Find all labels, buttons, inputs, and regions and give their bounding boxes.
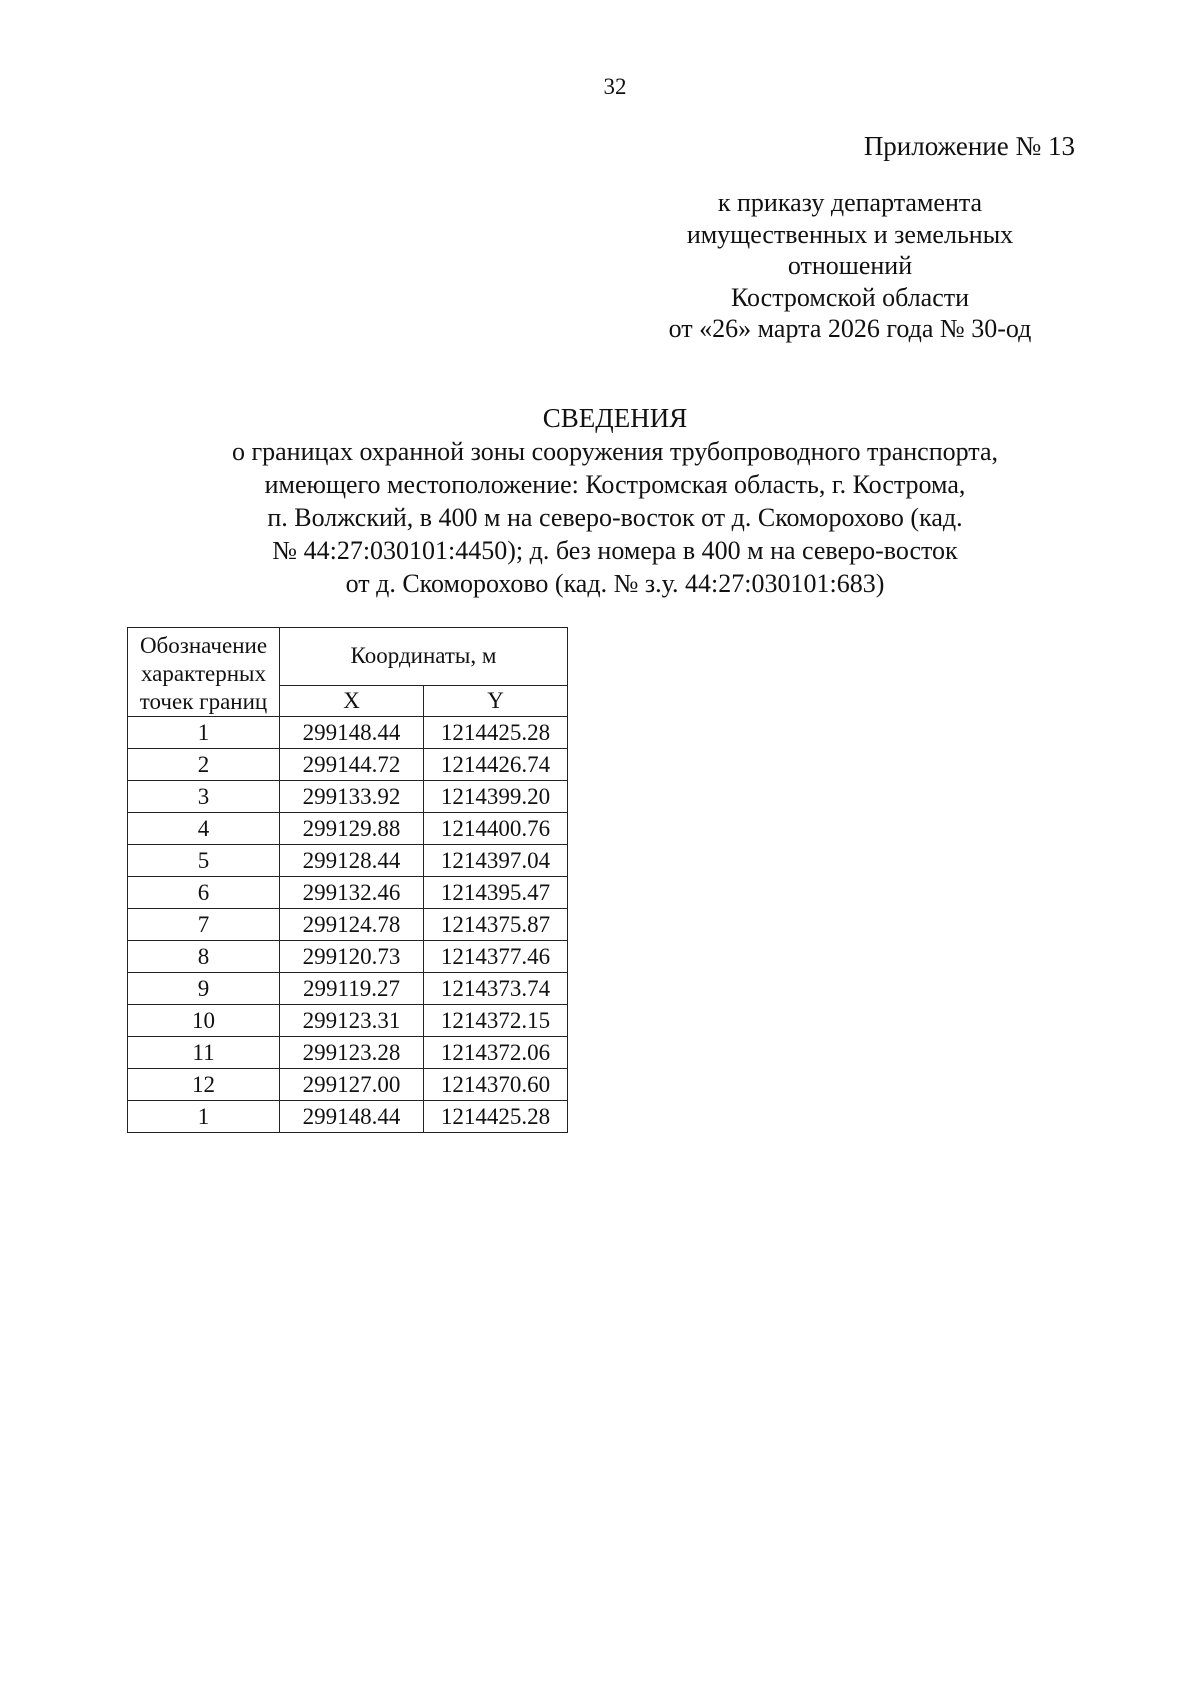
- table-row: [128, 1069, 568, 1101]
- x-column-header: X: [280, 685, 424, 716]
- table-row: [128, 973, 568, 1005]
- point-cell: 1: [128, 717, 280, 749]
- table-row: [128, 845, 568, 877]
- x-coordinate-cell: 299127.00: [280, 1069, 424, 1101]
- page-number: 32: [603, 74, 627, 99]
- y-coordinate-cell: 1214372.06: [424, 1037, 568, 1069]
- point-header-line: точек границ: [139, 689, 268, 714]
- point-cell: 3: [128, 781, 280, 813]
- y-coordinate-cell: 1214370.60: [424, 1069, 568, 1101]
- y-column-header: Y: [424, 685, 568, 716]
- order-reference-block: [630, 187, 1070, 345]
- x-coordinate-cell: 299129.88: [280, 813, 424, 845]
- x-coordinate-cell: 299124.78: [280, 909, 424, 941]
- x-coordinate-cell: 299128.44: [280, 845, 424, 877]
- coordinates-table: [127, 627, 568, 1133]
- point-cell: 5: [128, 845, 280, 877]
- table-body: [128, 717, 568, 1133]
- x-coordinate-cell: 299132.46: [280, 877, 424, 909]
- y-coordinate-cell: 1214373.74: [424, 973, 568, 1005]
- document-subtitle-line: п. Волжский, в 400 м на северо-восток от д. Скоморохово (кад.: [267, 503, 963, 532]
- order-line: от «26» марта 2026 года № 30-од: [668, 314, 1032, 343]
- point-cell: 6: [128, 877, 280, 909]
- x-coordinate-cell: 299119.27: [280, 973, 424, 1005]
- y-coordinate-cell: 1214399.20: [424, 781, 568, 813]
- table-header-row: [128, 628, 568, 686]
- table-row: [128, 1037, 568, 1069]
- document-title: СВЕДЕНИЯ: [542, 403, 688, 433]
- table-row: [128, 909, 568, 941]
- table-row: [128, 781, 568, 813]
- document-heading: [0, 402, 1200, 600]
- point-column-header: [128, 628, 280, 717]
- x-coordinate-cell: 299148.44: [280, 1101, 424, 1133]
- x-coordinate-cell: 299148.44: [280, 717, 424, 749]
- point-cell: 2: [128, 749, 280, 781]
- y-coordinate-cell: 1214377.46: [424, 941, 568, 973]
- document-subtitle-line: о границах охранной зоны сооружения трубопроводного транспорта,: [231, 437, 999, 466]
- order-line: Костромской области: [730, 282, 970, 312]
- y-coordinate-cell: 1214400.76: [424, 813, 568, 845]
- y-coordinate-cell: 1214425.28: [424, 1101, 568, 1133]
- table-row: [128, 877, 568, 909]
- table-row: [128, 749, 568, 781]
- table-row: [128, 1101, 568, 1133]
- y-coordinate-cell: 1214395.47: [424, 877, 568, 909]
- document-subtitle-line: имеющего местоположение: Костромская область, г. Кострома,: [264, 470, 966, 499]
- order-line: к приказу департамента: [717, 188, 983, 217]
- document-subtitle-line: № 44:27:030101:4450); д. без номера в 400 м на северо-восток: [272, 536, 958, 565]
- x-coordinate-cell: 299123.28: [280, 1037, 424, 1069]
- point-cell: 7: [128, 909, 280, 941]
- table-row: [128, 941, 568, 973]
- x-coordinate-cell: 299144.72: [280, 749, 424, 781]
- point-header-line: Обозначение: [139, 633, 268, 658]
- point-cell: 8: [128, 941, 280, 973]
- appendix-label: Приложение № 13: [863, 131, 1075, 161]
- x-coordinate-cell: 299120.73: [280, 941, 424, 973]
- point-cell: 10: [128, 1005, 280, 1037]
- point-cell: 12: [128, 1069, 280, 1101]
- x-coordinate-cell: 299123.31: [280, 1005, 424, 1037]
- point-header-line: характерных: [140, 661, 266, 686]
- table-row: [128, 717, 568, 749]
- y-coordinate-cell: 1214426.74: [424, 749, 568, 781]
- x-coordinate-cell: 299133.92: [280, 781, 424, 813]
- y-coordinate-cell: 1214425.28: [424, 717, 568, 749]
- point-cell: 11: [128, 1037, 280, 1069]
- point-cell: 9: [128, 973, 280, 1005]
- order-line: отношений: [787, 251, 913, 280]
- point-cell: 4: [128, 813, 280, 845]
- coordinates-column-header: Координаты, м: [280, 628, 568, 686]
- document-subtitle-line: от д. Скоморохово (кад. № з.у. 44:27:030101:683): [345, 569, 885, 598]
- table-row: [128, 1005, 568, 1037]
- y-coordinate-cell: 1214375.87: [424, 909, 568, 941]
- order-line: имущественных и земельных: [686, 219, 1014, 249]
- y-coordinate-cell: 1214372.15: [424, 1005, 568, 1037]
- table-row: [128, 813, 568, 845]
- point-cell: 1: [128, 1101, 280, 1133]
- y-coordinate-cell: 1214397.04: [424, 845, 568, 877]
